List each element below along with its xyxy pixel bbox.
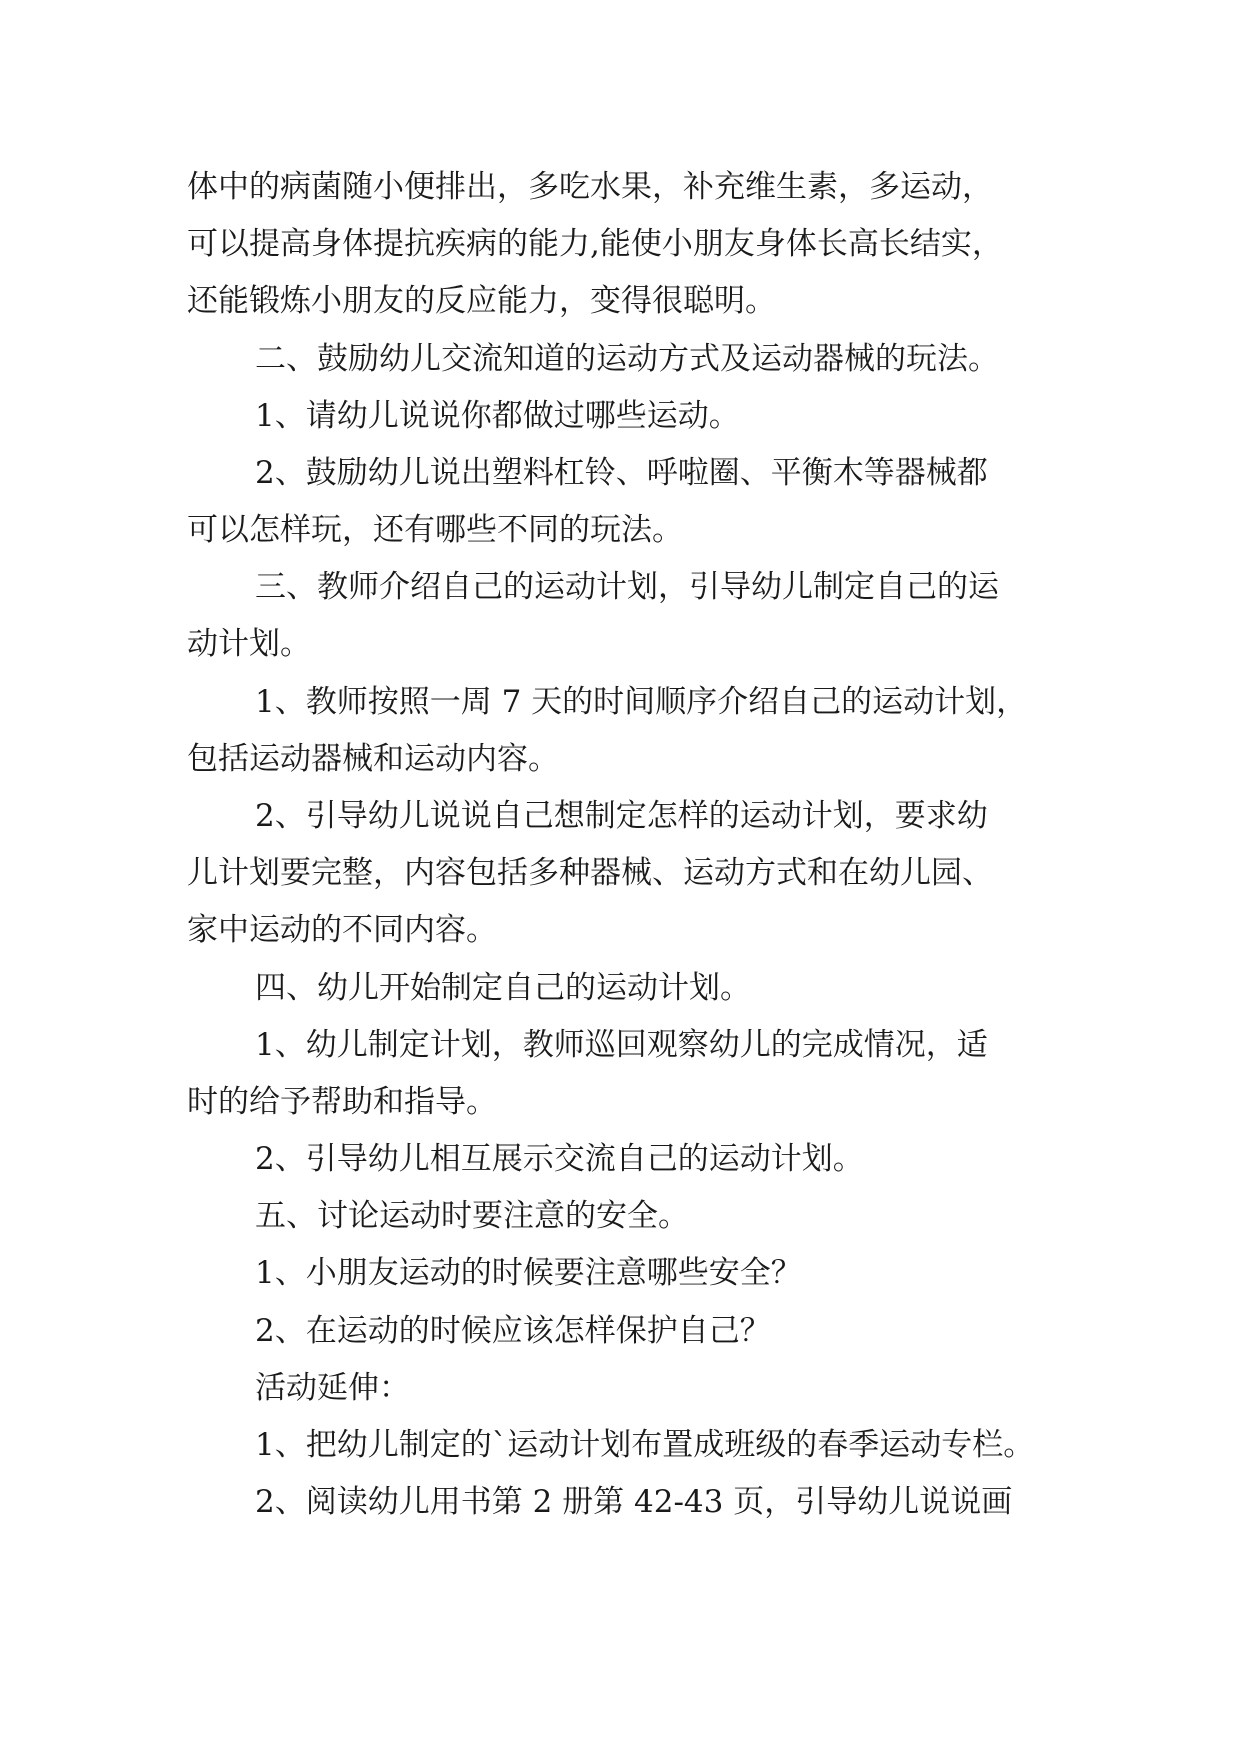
text-line-12: 2、引导幼儿说说自己想制定怎样的运动计划，要求幼 (255, 798, 988, 834)
text-line-2: 可以提高身体提抗疾病的能力,能使小朋友身体长高长结实， (187, 226, 1003, 262)
text-line-6: 2、鼓励幼儿说出塑料杠铃、呼啦圈、平衡木等器械都 (255, 455, 988, 491)
text-line-9: 动计划。 (187, 626, 311, 662)
text-line-1: 体中的病菌随小便排出，多吃水果，补充维生素，多运动， (187, 169, 993, 205)
section-heading-3: 三、教师介绍自己的运动计划，引导幼儿制定自己的运 (255, 569, 999, 605)
section-heading-2: 二、鼓励幼儿交流知道的运动方式及运动器械的玩法。 (255, 341, 999, 377)
text-line-7: 可以怎样玩，还有哪些不同的玩法。 (187, 512, 683, 548)
text-line-21: 2、在运动的时候应该怎样保护自己？ (255, 1313, 771, 1349)
text-line-14: 家中运动的不同内容。 (187, 912, 497, 948)
text-line-16: 1、幼儿制定计划，教师巡回观察幼儿的完成情况，适 (255, 1027, 988, 1063)
text-line-11: 包括运动器械和运动内容。 (187, 741, 559, 777)
text-line-5: 1、请幼儿说说你都做过哪些运动。 (255, 398, 740, 434)
section-heading-4: 四、幼儿开始制定自己的运动计划。 (255, 970, 751, 1006)
text-line-23: 1、把幼儿制定的`运动计划布置成班级的春季运动专栏。 (255, 1427, 1035, 1463)
text-line-24: 2、阅读幼儿用书第 2 册第 42-43 页，引导幼儿说说画 (255, 1484, 1013, 1520)
text-line-10: 1、教师按照一周 7 天的时间顺序介绍自己的运动计划， (255, 684, 1028, 720)
text-line-3: 还能锻炼小朋友的反应能力，变得很聪明。 (187, 283, 776, 319)
section-heading-5: 五、讨论运动时要注意的安全。 (255, 1198, 689, 1234)
text-line-17: 时的给予帮助和指导。 (187, 1084, 497, 1120)
text-line-20: 1、小朋友运动的时候要注意哪些安全？ (255, 1255, 802, 1291)
activity-extension-heading: 活动延伸： (255, 1370, 410, 1406)
text-line-13: 儿计划要完整，内容包括多种器械、运动方式和在幼儿园、 (187, 855, 993, 891)
text-line-18: 2、引导幼儿相互展示交流自己的运动计划。 (255, 1141, 864, 1177)
